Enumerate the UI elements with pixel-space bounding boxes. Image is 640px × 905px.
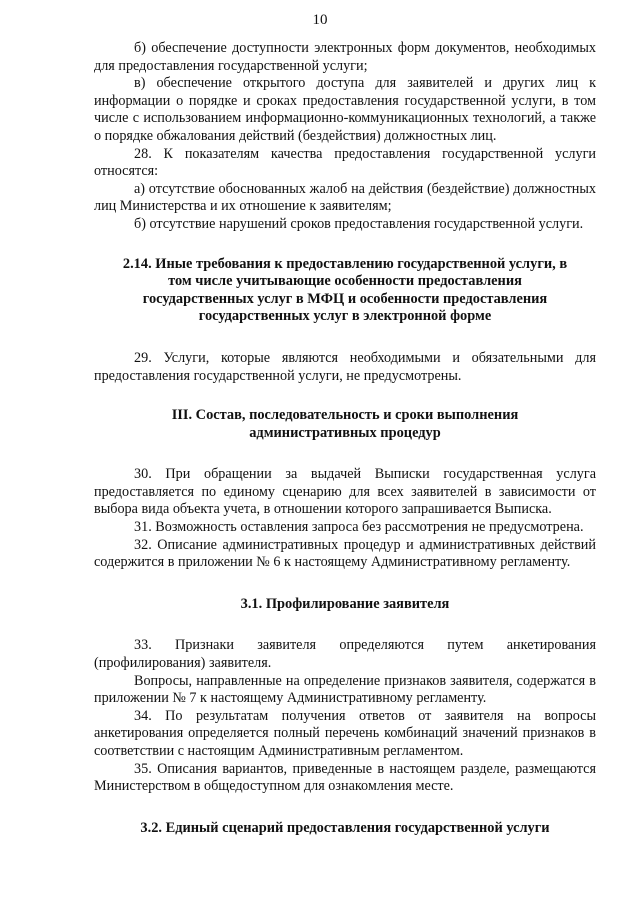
- page-content: [94, 40, 596, 837]
- paragraph-30: 30. При обращении за выдачей Выписки государственная услуга предоставляется по единому сценарию для всех заявителей в зависимости от выбора вида объекта учета, в отношении которого запрашивается Выписка.: [94, 466, 596, 518]
- paragraph-b-deadlines: б) отсутствие нарушений сроков предоставления государственной услуги.: [134, 215, 584, 232]
- paragraph-v-open-access: в) обеспечение открытого доступа для заявителей и других лиц к информации о порядке и сроках предоставления государственной услуги, в том числе с использованием информационно-коммуникационных технологий, а также о порядке обжалования действий (бездействия) должностных лиц.: [94, 75, 596, 144]
- paragraph-29: 29. Услуги, которые являются необходимыми и обязательными для предоставления государственной услуги, не предусмотрены.: [94, 349, 596, 384]
- paragraph-b-accessibility: б) обеспечение доступности электронных форм документов, необходимых для предоставления государственной услуги;: [94, 40, 596, 74]
- paragraph-28: 28. К показателям качества предоставления государственной услуги относятся:: [94, 145, 596, 180]
- paragraph-questions: Вопросы, направленные на определение признаков заявителя, содержатся в приложении № 7 к настоящему Административному регламенту.: [94, 672, 596, 707]
- heading-3-1: 3.1. Профилирование заявителя: [240, 595, 450, 612]
- heading-2-14: 2.14. Иные требования к предоставлению государственной услуги, в том числе учитывающие особенности предоставления государственных услуг в МФЦ и особенности предоставления государственных услуг в электронной форме: [122, 255, 568, 325]
- page-number: 10: [312, 12, 328, 28]
- paragraph-31: 31. Возможность оставления запроса без рассмотрения не предусмотрена.: [134, 519, 584, 536]
- paragraph-a-complaints: а) отсутствие обоснованных жалоб на действия (бездействие) должностных лиц Министерства и их отношение к заявителям;: [94, 180, 596, 215]
- paragraph-35: 35. Описания вариантов, приведенные в настоящем разделе, размещаются Министерством в общедоступном для ознакомления месте.: [94, 760, 596, 795]
- heading-3-2: 3.2. Единый сценарий предоставления государственной услуги: [140, 819, 550, 836]
- paragraph-33: 33. Признаки заявителя определяются путем анкетирования (профилирования) заявителя.: [94, 637, 596, 672]
- heading-section-3: III. Состав, последовательность и сроки выполнения административных процедур: [171, 407, 519, 441]
- paragraph-32: 32. Описание административных процедур и административных действий содержится в приложении № 6 к настоящему Административному регламенту.: [94, 536, 596, 571]
- paragraph-34: 34. По результатам получения ответов от заявителя на вопросы анкетирования определяется полный перечень комбинаций значений признаков в соответствии с настоящим Административным регламентом.: [94, 707, 596, 759]
